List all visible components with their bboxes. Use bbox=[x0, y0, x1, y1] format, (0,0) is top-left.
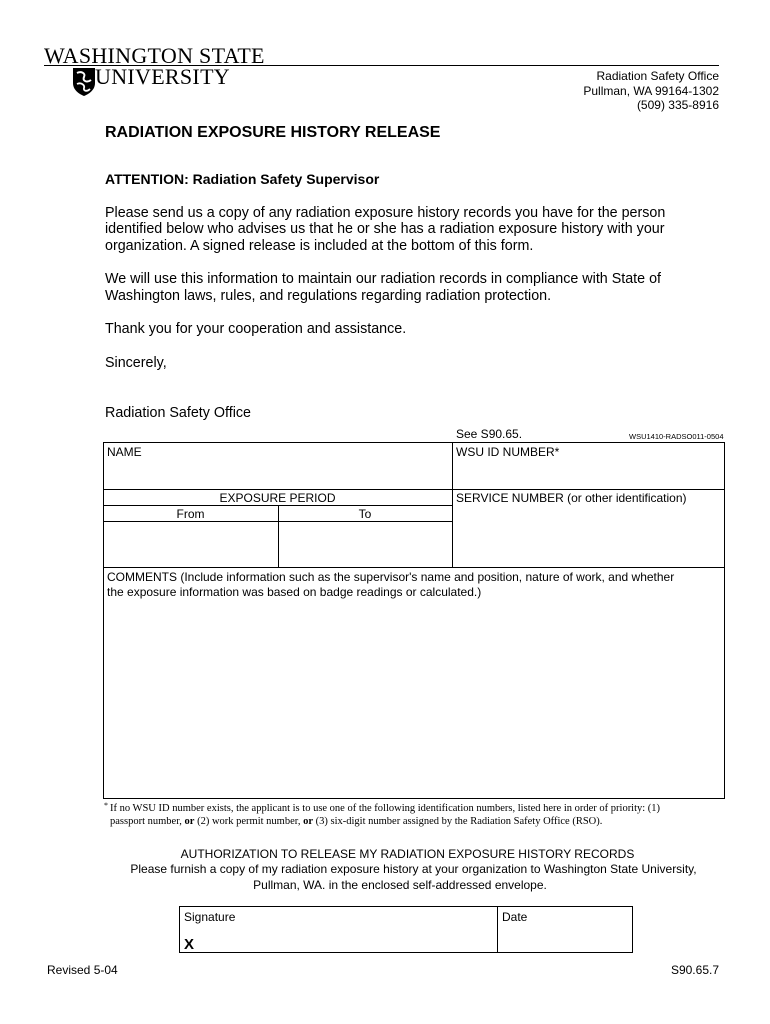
footnote-asterisk: * bbox=[104, 801, 108, 810]
footnote-text-b: (2) work permit number, bbox=[194, 816, 304, 827]
address-office: Radiation Safety Office bbox=[596, 69, 719, 83]
name-field[interactable] bbox=[104, 460, 451, 488]
footnote-or-2: or bbox=[303, 816, 314, 827]
form-number: S90.65.7 bbox=[670, 963, 719, 977]
authorization-line-2: Pullman, WA. in the enclosed self-addressed envelope. bbox=[253, 878, 547, 892]
paragraph-2-line-2: Washington laws, rules, and regulations regarding radiation protection. bbox=[105, 288, 552, 304]
signoff: Radiation Safety Office bbox=[105, 405, 251, 421]
footnote-or-1: or bbox=[184, 816, 195, 827]
service-number-field[interactable] bbox=[453, 506, 723, 567]
logo-wordmark-top: WASHINGTON STATE bbox=[44, 43, 265, 68]
paragraph-2-line-1: We will use this information to maintain our radiation records in compliance with State of bbox=[105, 271, 661, 287]
footnote-line-1: If no WSU ID number exists, the applicant is to use one of the following identification numbers, listed here in order of priority: (1) bbox=[110, 803, 661, 814]
signature-label: Signature bbox=[184, 910, 236, 924]
paragraph-3: Thank you for your cooperation and assistance. bbox=[105, 321, 407, 337]
comments-label-line-1: COMMENTS (Include information such as the supervisor's name and position, nature of work, and whether bbox=[107, 570, 675, 584]
comments-field[interactable] bbox=[104, 600, 723, 797]
from-date-field[interactable] bbox=[104, 522, 277, 567]
authorization-title: AUTHORIZATION TO RELEASE MY RADIATION EXPOSURE HISTORY RECORDS bbox=[180, 847, 635, 861]
footnote-text-a: passport number, bbox=[110, 816, 185, 827]
authorization-line-1: Please furnish a copy of my radiation exposure history at your organization to Washington State University, bbox=[130, 862, 697, 876]
wsu-id-field[interactable] bbox=[453, 460, 723, 488]
name-label: NAME bbox=[107, 445, 142, 459]
to-date-field[interactable] bbox=[279, 522, 451, 567]
form-row-divider-1 bbox=[103, 489, 725, 490]
form-top-border bbox=[103, 442, 725, 443]
address-city: Pullman, WA 99164-1302 bbox=[583, 84, 719, 98]
signature-field[interactable] bbox=[198, 925, 496, 952]
university-shield-icon bbox=[72, 67, 96, 97]
to-label: To bbox=[358, 507, 372, 521]
attention-line: ATTENTION: Radiation Safety Supervisor bbox=[105, 171, 380, 187]
form-right-border bbox=[724, 442, 725, 798]
form-row-divider-2 bbox=[103, 567, 725, 568]
form-code: WSU1410-RADSO011-0504 bbox=[629, 432, 724, 441]
revision-date: Revised 5-04 bbox=[47, 963, 118, 977]
service-number-label: SERVICE NUMBER (or other identification) bbox=[456, 491, 687, 505]
date-field[interactable] bbox=[498, 925, 632, 952]
paragraph-1-line-1: Please send us a copy of any radiation exposure history records you have for the person bbox=[105, 205, 666, 221]
footnote-line-2 bbox=[110, 817, 602, 828]
signature-mark: X bbox=[184, 936, 195, 953]
logo-wordmark-bottom: UNIVERSITY bbox=[95, 64, 230, 89]
comments-label-line-2: the exposure information was based on badge readings or calculated.) bbox=[107, 585, 482, 599]
document-title: RADIATION EXPOSURE HISTORY RELEASE bbox=[105, 124, 441, 141]
see-reference: See S90.65. bbox=[456, 427, 523, 441]
wsu-id-label: WSU ID NUMBER* bbox=[456, 445, 560, 459]
from-label: From bbox=[176, 507, 205, 521]
date-label: Date bbox=[502, 910, 528, 924]
form-bottom-border bbox=[103, 798, 725, 799]
paragraph-1-line-2: identified below who advises us that he or she has a radiation exposure history with your bbox=[105, 221, 665, 237]
footnote-text-c: (3) six-digit number assigned by the Radiation Safety Office (RSO). bbox=[313, 816, 603, 827]
closing: Sincerely, bbox=[105, 355, 167, 371]
paragraph-1-line-3: organization. A signed release is included at the bottom of this form. bbox=[105, 238, 534, 254]
address-phone: (509) 335-8916 bbox=[636, 98, 719, 112]
exposure-period-label: EXPOSURE PERIOD bbox=[219, 491, 336, 505]
